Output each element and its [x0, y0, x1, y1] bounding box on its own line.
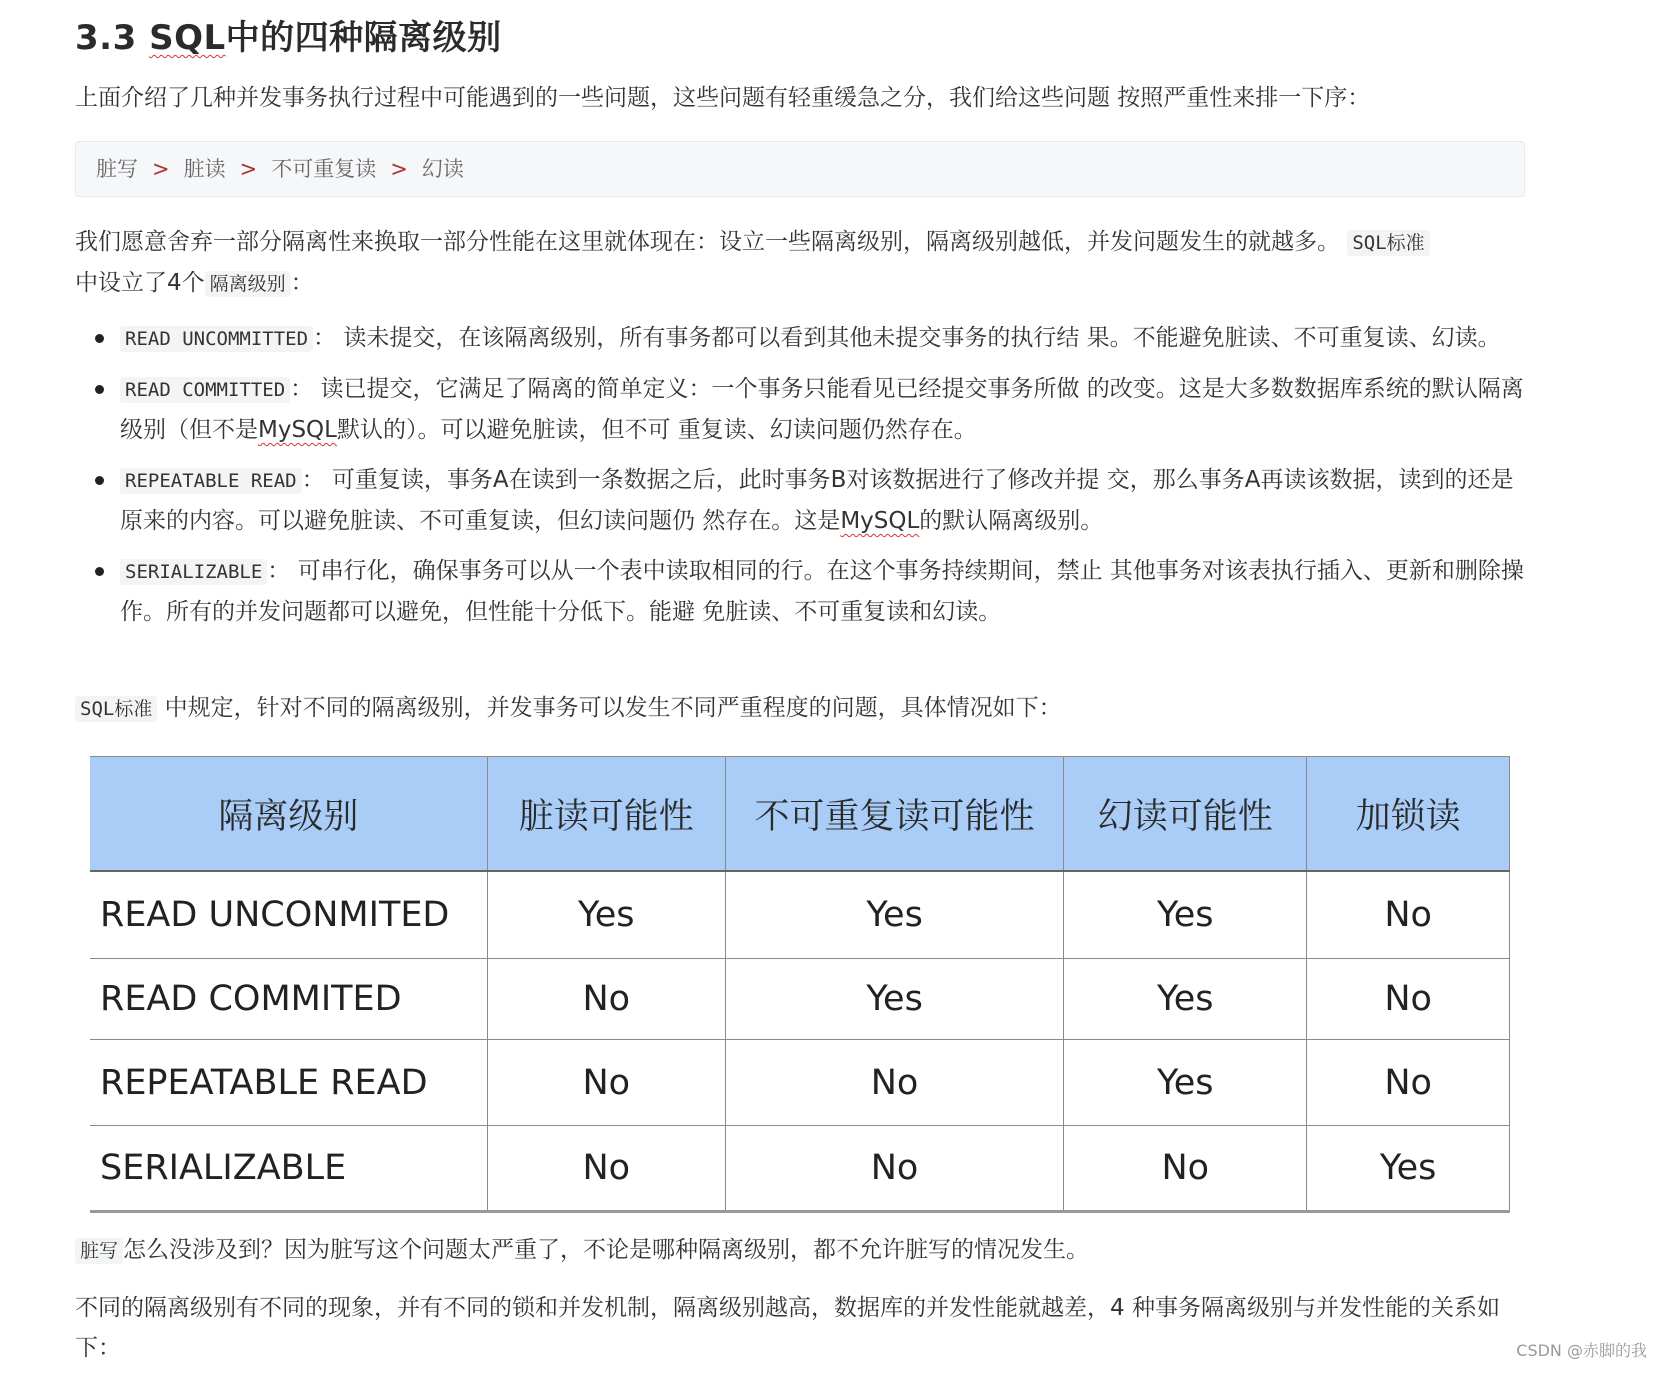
intro-paragraph: 上面介绍了几种并发事务执行过程中可能遇到的一些问题，这些问题有轻重缓急之分，我们给这些问题 按照严重性来排一下序： — [75, 85, 1371, 111]
severity-item: 脏写 — [96, 157, 138, 181]
heading-number: 3.3 — [75, 18, 150, 58]
inline-code: SQL标准 — [75, 696, 157, 722]
table-header: 隔离级别 — [90, 757, 487, 872]
inline-code: 脏写 — [75, 1238, 123, 1264]
bullet-icon — [95, 476, 104, 485]
inline-code: 隔离级别 — [205, 271, 291, 297]
table-header: 脏读可能性 — [487, 757, 725, 872]
severity-code-block — [75, 141, 1525, 197]
table-cell: SERIALIZABLE — [90, 1126, 487, 1212]
inline-code: SERIALIZABLE — [120, 559, 267, 585]
table-cell: Yes — [1064, 871, 1307, 959]
level-description: 默认的）。可以避免脏读，但不可 重复读、幻读问题仍然存在。 — [336, 417, 977, 443]
table-cell: No — [487, 959, 725, 1040]
table-header: 不可重复读可能性 — [725, 757, 1063, 872]
inline-code: REPEATABLE READ — [120, 468, 302, 494]
table-row — [90, 1040, 1510, 1126]
severity-item: 不可重复读 — [271, 157, 377, 181]
table-cell: READ UNCONMITED — [90, 871, 487, 959]
severity-separator: > — [152, 157, 170, 181]
paragraph-text: 中设立了4个 — [75, 270, 205, 296]
table-cell: READ COMMITED — [90, 959, 487, 1040]
level-description-mysql: MySQL — [840, 508, 920, 534]
level-description: ： 可串行化，确保事务可以从一个表中读取相同的行。在这个事务持续期间，禁止 其他事务对该表执行插入、更新和删除操作。所有的并发问题都可以避免，但性能十分低下。能避 免脏读、不可重复读和幻读。 — [120, 558, 1524, 625]
level-description-mysql: MySQL — [258, 417, 337, 443]
heading-text: 中的四种隔离级别 — [225, 18, 502, 58]
table-header: 加锁读 — [1307, 757, 1510, 872]
level-description: ： 读未提交，在该隔离级别，所有事务都可以看到其他未提交事务的执行结 果。不能避免脏读、不可重复读、幻读。 — [313, 325, 1501, 351]
paragraph-concurrency: 不同的隔离级别有不同的现象，并有不同的锁和并发机制，隔离级别越高，数据库的并发性能就越差，4 种事务隔离级别与并发性能的关系如下： — [75, 1295, 1500, 1361]
list-item — [75, 551, 1525, 632]
table-cell: Yes — [487, 871, 725, 959]
paragraph-text: 中规定，针对不同的隔离级别，并发事务可以发生不同严重程度的问题，具体情况如下： — [157, 695, 1062, 721]
paragraph-text: 我们愿意舍弃一部分隔离性来换取一部分性能在这里就体现在：设立一些隔离级别，隔离级别越低，并发问题发生的就越多。 — [75, 229, 1340, 255]
table-cell: No — [725, 1040, 1063, 1126]
level-description: ： 可重复读，事务A在读到一条数据之后，此时事务B对该数据进行了修改并提 交，那么事务A再读该数据，读到的还是原来的内容。可以避免脏读、不可重复读，但幻读问题仍 然存在。这是 — [120, 467, 1514, 534]
table-cell: No — [487, 1040, 725, 1126]
table-cell: No — [487, 1126, 725, 1212]
isolation-level-list — [75, 318, 1525, 642]
severity-separator: > — [390, 157, 408, 181]
table-cell: No — [1064, 1126, 1307, 1212]
inline-code: READ UNCOMMITTED — [120, 326, 313, 352]
severity-separator: > — [239, 157, 258, 181]
paragraph-text: ： — [290, 270, 314, 296]
severity-item: 脏读 — [183, 157, 226, 181]
table-row — [90, 871, 1510, 959]
level-description: ： 读已提交，它满足了隔离的简单定义：一个事务只能看见已经提交事务所做 的改变。这是大多数数据库系统的默认隔离级别（但不是 — [120, 376, 1524, 443]
bullet-icon — [95, 334, 104, 343]
bullet-icon — [95, 567, 104, 576]
table-cell: No — [725, 1126, 1063, 1212]
table-cell: No — [1307, 871, 1510, 959]
table-cell: No — [1307, 959, 1510, 1040]
table-cell: Yes — [1064, 1040, 1307, 1126]
paragraph-standard — [75, 688, 1062, 729]
paragraph-text: 怎么没涉及到？因为脏写这个问题太严重了，不论是哪种隔离级别，都不允许脏写的情况发生。 — [123, 1237, 1090, 1263]
section-heading — [75, 10, 502, 59]
table-cell: Yes — [725, 959, 1063, 1040]
table-cell: Yes — [725, 871, 1063, 959]
list-item — [75, 369, 1525, 450]
bullet-icon — [95, 385, 104, 394]
table-header-row — [90, 757, 1510, 872]
table-header: 幻读可能性 — [1064, 757, 1307, 872]
list-item — [75, 460, 1525, 541]
inline-code: READ COMMITTED — [120, 377, 290, 403]
isolation-table — [90, 756, 1510, 1213]
table-cell: Yes — [1064, 959, 1307, 1040]
table-cell: REPEATABLE READ — [90, 1040, 487, 1126]
list-item — [75, 318, 1525, 359]
paragraph-tradeoff — [75, 222, 1525, 304]
inline-code: SQL标准 — [1347, 230, 1429, 256]
heading-sql: SQL — [149, 18, 226, 58]
watermark: CSDN @赤脚的我 — [1516, 1341, 1647, 1360]
table-cell: Yes — [1307, 1126, 1510, 1212]
table-cell: No — [1307, 1040, 1510, 1126]
table-row — [90, 1126, 1510, 1212]
paragraph-dirty-write — [75, 1230, 1089, 1271]
level-description: 的默认隔离级别。 — [919, 508, 1104, 534]
table-row — [90, 959, 1510, 1040]
severity-item: 幻读 — [421, 157, 464, 181]
